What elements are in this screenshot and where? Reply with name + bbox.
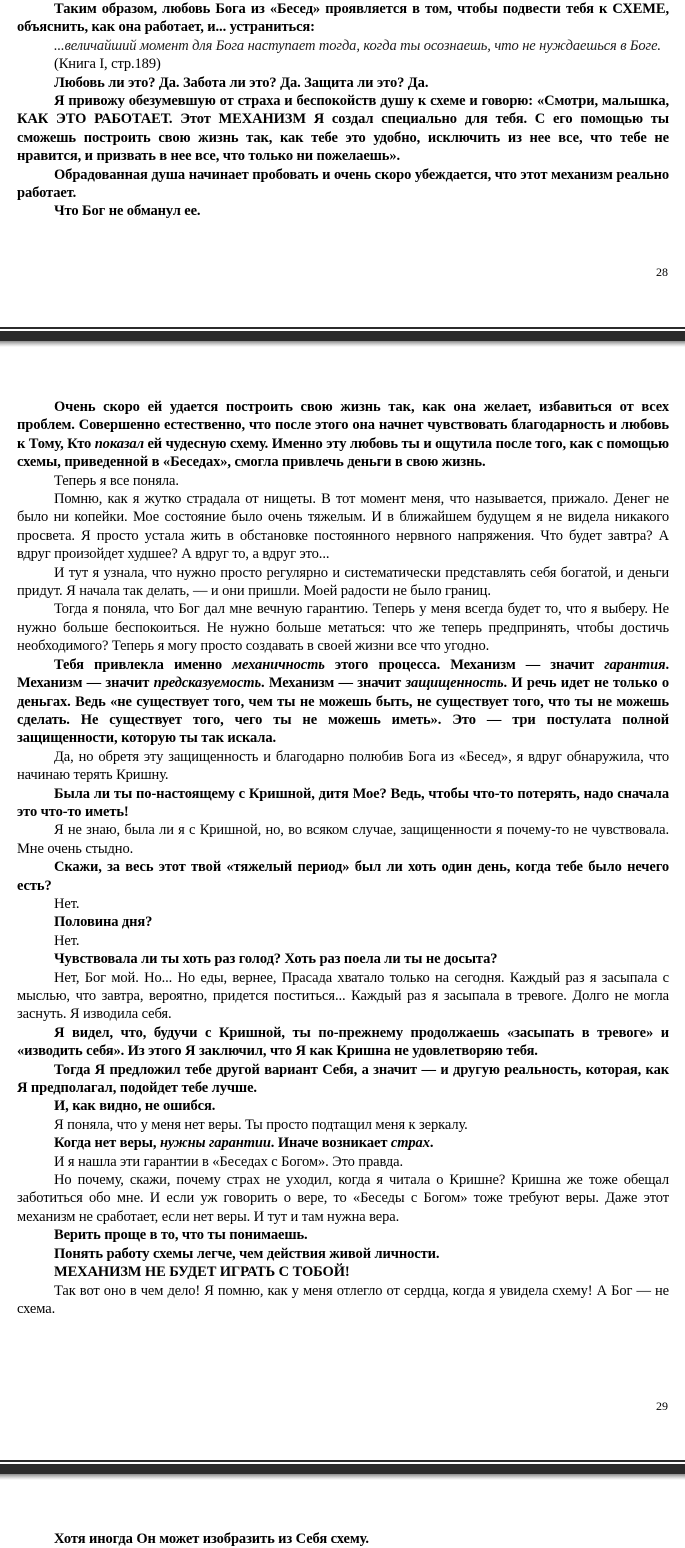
paragraph-text: . [429, 1135, 434, 1152]
paragraph-text: И, как видно, не ошибся. [54, 1098, 216, 1115]
paragraph-text: . Механизм — значит [261, 675, 406, 692]
paragraph [17, 1245, 669, 1263]
paragraph-text: ...величайший момент для Бога наступает тогда, когда ты осознаешь, что не нуждаешься в Боге. [54, 37, 661, 54]
paragraph [17, 202, 669, 220]
emphasis-text: нужны гарантии [159, 1135, 271, 1152]
paragraph [17, 92, 669, 166]
paragraph [17, 55, 669, 73]
paragraph [17, 913, 669, 931]
paragraph-text: . Механизм — значит [17, 656, 669, 692]
page-30 [0, 1530, 685, 1548]
paragraph [17, 785, 669, 822]
paragraph [17, 1134, 669, 1152]
emphasis-text: механичность [232, 656, 325, 673]
emphasis-text: страх [390, 1135, 430, 1152]
paragraph [17, 1116, 669, 1134]
paragraph-text: Верить проще в то, что ты понимаешь. [54, 1227, 308, 1244]
paragraph-text: Таким образом, любовь Бога из «Бесед» проявляется в том, чтобы подвести тебя к СХЕМЕ, объяснить, как она работает, и... устраниться: [17, 1, 669, 36]
paragraph [17, 74, 669, 92]
paragraph-text: Я видел, что, будучи с Кришной, ты по-прежнему продолжаешь «засыпать в тревоге» и «изводить себя». Из этого Я заключил, что Я как Кришна не удовлетворяю тебя. [17, 1024, 669, 1060]
paragraph [17, 950, 669, 968]
page-separator-shade [0, 341, 685, 347]
paragraph-text: И я нашла эти гарантии в «Беседах с Богом». Это правда. [54, 1153, 404, 1170]
paragraph [17, 858, 669, 895]
paragraph-text: Нет, Бог мой. Но... Но еды, вернее, Прасада хватало только на сегодня. Каждый раз я засыпала с мыслью, что завтра, вероятно, придется поститься... Каждый раз я засыпала в тревоге. Долго не могла заснуть. Я изводила себя. [17, 969, 669, 1023]
paragraph [17, 398, 669, 472]
paragraph [17, 1282, 669, 1319]
paragraph-text: Тогда я поняла, что Бог дал мне вечную гарантию. Теперь у меня всегда будет то, что я выберу. Не нужно больше беспокоиться. Не нужно больше метаться: что же теперь предпринять, чтобы достичь необходимого? Теперь я могу просто создавать в своей жизни все что угодно. [17, 601, 669, 655]
paragraph-text: Что Бог не обманул ее. [54, 203, 201, 220]
paragraph-text: Помню, как я жутко страдала от нищеты. В тот момент меня, что называется, прижало. Денег не было ни копейки. Мое состояние было очень тяжелым. И в ближайшем будущем я не видела никакого просвета. Я просто устала жить в обстановке постоянного нервного напряжения. Что будет завтра? А вдруг произойдет худшее? А вдруг то, а вдруг это... [17, 491, 669, 563]
paragraph-text: . И речь идет не только о деньгах. Ведь «не существует того, чем ты не можешь быть, не существует того, что ты не можешь сделать. Не существует того, чего ты не можешь иметь». Это — три постулата полной защищенности, которую ты так искала. [17, 675, 669, 747]
paragraph-text: Теперь я все поняла. [54, 472, 179, 489]
emphasis-text: предсказуемость [153, 675, 261, 692]
paragraph-text: . Иначе возникает [270, 1135, 391, 1152]
page-separator [0, 327, 685, 341]
paragraph-text: Была ли ты по-настоящему с Кришной, дитя Мое? Ведь, чтобы что-то потерять, надо сначала это что-то иметь! [17, 785, 669, 820]
paragraph [17, 821, 669, 858]
paragraph-text: Очень скоро ей удается построить свою жизнь так, как она желает, избавиться от всех проблем. Совершенно естественно, что после этого она начнет чувствовать благодарность и любовь к Тому, Кто [17, 399, 669, 452]
paragraph [17, 490, 669, 564]
paragraph [17, 1226, 669, 1244]
paragraph [17, 0, 669, 37]
paragraph-text: Хотя иногда Он может изобразить из Себя схему. [54, 1531, 369, 1547]
paragraph [17, 1171, 669, 1226]
paragraph-text: Я поняла, что у меня нет веры. Ты просто подтащил меня к зеркалу. [54, 1116, 468, 1133]
paragraph-text: (Книга I, стр.189) [54, 56, 161, 73]
paragraph [17, 1530, 669, 1548]
paragraph [17, 472, 669, 490]
page-number-29: 29 [656, 1399, 668, 1413]
page-separator [0, 1460, 685, 1474]
paragraph [17, 600, 669, 655]
paragraph [17, 564, 669, 601]
paragraph-text: Нет. [54, 932, 80, 949]
paragraph-text: Тебя привлекла именно [54, 656, 233, 673]
paragraph [17, 895, 669, 913]
page-separator-shade [0, 1474, 685, 1480]
paragraph [17, 748, 669, 785]
paragraph-text: Чувствовала ли ты хоть раз голод? Хоть раз поела ли ты не досыта? [54, 951, 498, 968]
emphasis-text: гарантия [604, 656, 666, 673]
emphasis-text: защищенность [405, 675, 504, 692]
paragraph-text: Обрадованная душа начинает пробовать и очень скоро убеждается, что этот механизм реально работает. [17, 166, 669, 202]
paragraph-text: ей чудесную схему. Именно эту любовь ты и ощутила после того, как с помощью схемы, приведенной в «Беседах», смогла привлечь деньги в свою жизнь. [17, 435, 669, 471]
page-number-28: 28 [656, 265, 668, 279]
paragraph [17, 37, 669, 55]
paragraph-text: МЕХАНИЗМ НЕ БУДЕТ ИГРАТЬ С ТОБОЙ! [54, 1264, 350, 1281]
paragraph [17, 1061, 669, 1098]
paragraph-text: Я привожу обезумевшую от страха и беспокойств душу к схеме и говорю: «Смотри, малышка, КАК ЭТО РАБОТАЕТ. Этот МЕХАНИЗМ Я создал специально для тебя. С его помощью ты сможешь построить свою жизнь так, как тебе это удобно, исключить из нее все, что тебе не нравится, и призвать в нее все, что только ни пожелаешь». [17, 93, 669, 165]
paragraph [17, 1024, 669, 1061]
paragraph-text: этого процесса. Механизм — значит [324, 656, 605, 673]
emphasis-text: показал [94, 435, 144, 452]
paragraph-text: Да, но обретя эту защищенность и благодарно полюбив Бога из «Бесед», я вдруг обнаружила, что начинаю терять Кришну. [17, 748, 669, 784]
paragraph-text: Скажи, за весь этот твой «тяжелый период» был ли хоть один день, когда тебе было нечего есть? [17, 859, 669, 894]
paragraph-text: Когда нет веры, [54, 1135, 160, 1152]
paragraph-text: Так вот оно в чем дело! Я помню, как у меня отлегло от сердца, когда я увидела схему! А Бог — не схема. [17, 1282, 669, 1317]
paragraph-text: И тут я узнала, что нужно просто регулярно и систематически представлять себя богатой, и деньги придут. Я начала так делать, — и они пришли. Моей радости не было границ. [17, 564, 669, 600]
paragraph-text: Я не знаю, была ли я с Кришной, но, во всяком случае, защищенности я почему-то не чувствовала. Мне очень стыдно. [17, 822, 669, 857]
paragraph [17, 932, 669, 950]
paragraph-text: Тогда Я предложил тебе другой вариант Себя, а значит — и другую реальность, которая, как Я предполагал, подойдет тебе лучше. [17, 1061, 669, 1097]
paragraph-text: Понять работу схемы легче, чем действия живой личности. [54, 1245, 440, 1262]
paragraph [17, 969, 669, 1024]
paragraph [17, 1097, 669, 1115]
paragraph-text: Любовь ли это? Да. Забота ли это? Да. Защита ли это? Да. [54, 74, 429, 91]
page-29 [0, 398, 685, 1318]
paragraph [17, 166, 669, 203]
paragraph-text: Но почему, скажи, почему страх не уходил, когда я читала о Кришне? Кришна же тоже обещал заботиться обо мне. И если уж говорить о вере, то «Беседы с Богом» тоже требуют веры. Даже этот механизм не сработает, если нет веры. И тут и там нужна вера. [17, 1172, 669, 1225]
paragraph [17, 656, 669, 748]
page-28 [0, 0, 685, 221]
paragraph [17, 1263, 669, 1281]
paragraph-text: Половина дня? [54, 914, 153, 931]
paragraph [17, 1153, 669, 1171]
paragraph-text: Нет. [54, 895, 80, 912]
